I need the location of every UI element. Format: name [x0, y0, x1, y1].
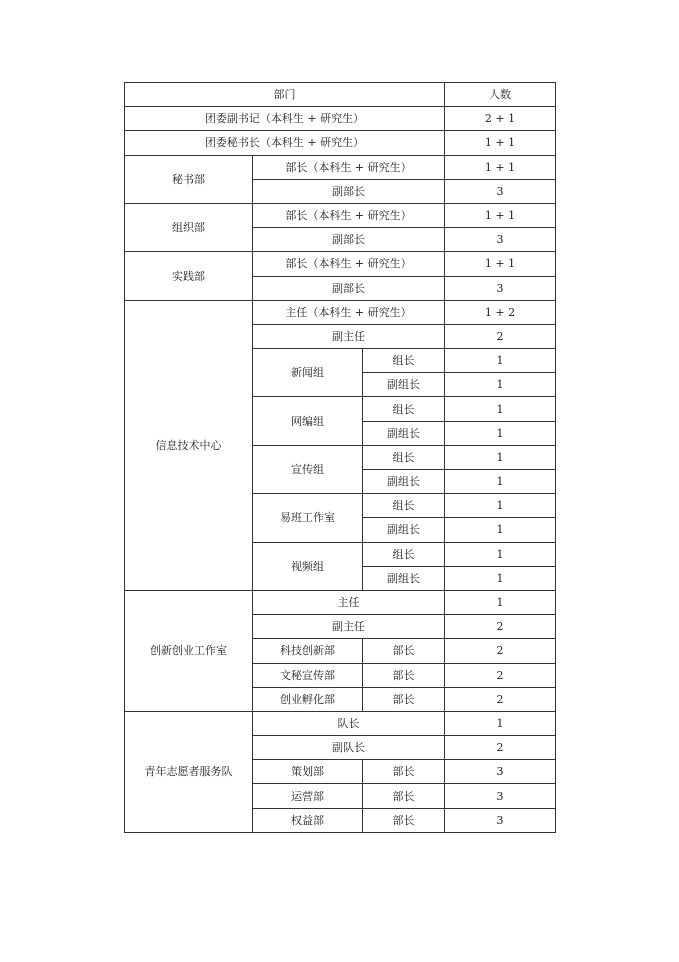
position-count: 3: [445, 808, 556, 832]
position-label: 部长: [363, 663, 445, 687]
header-dept: 部门: [125, 83, 445, 107]
header-row: [125, 83, 556, 107]
position-label: 副组长: [363, 373, 445, 397]
position-count: 2: [445, 736, 556, 760]
position-label: 副组长: [363, 421, 445, 445]
position-label: 部长（本科生 + 研究生）: [253, 155, 445, 179]
position-count: 1: [445, 397, 556, 421]
table-row: [125, 203, 556, 227]
position-count: 1: [445, 373, 556, 397]
sub-dept-name: 文秘宣传部: [253, 663, 363, 687]
position-count: 2: [445, 687, 556, 711]
position-count: 3: [445, 784, 556, 808]
position-count: 1: [445, 445, 556, 469]
position-count: 1: [445, 542, 556, 566]
dept-name: 信息技术中心: [125, 300, 253, 590]
position-count: 1: [445, 566, 556, 590]
position-count: 1 + 1: [445, 203, 556, 227]
position-count: 2: [445, 615, 556, 639]
position-count: 2 + 1: [445, 107, 556, 131]
position-label: 组长: [363, 542, 445, 566]
position-count: 3: [445, 179, 556, 203]
position-count: 1: [445, 349, 556, 373]
group-name: 网编组: [253, 397, 363, 445]
dept-name: 青年志愿者服务队: [125, 711, 253, 832]
position-label: 部长（本科生 + 研究生）: [253, 203, 445, 227]
position-count: 1 + 2: [445, 300, 556, 324]
dept-name: 实践部: [125, 252, 253, 300]
group-name: 视频组: [253, 542, 363, 590]
position-label: 副组长: [363, 470, 445, 494]
table-row: [125, 300, 556, 324]
position-label: 副组长: [363, 518, 445, 542]
position-count: 1: [445, 494, 556, 518]
position-count: 1: [445, 421, 556, 445]
position-label: 副组长: [363, 566, 445, 590]
position-label: 队长: [253, 711, 445, 735]
position-label: 团委副书记（本科生 + 研究生）: [125, 107, 445, 131]
table-row: [125, 107, 556, 131]
sub-dept-name: 策划部: [253, 760, 363, 784]
position-label: 主任（本科生 + 研究生）: [253, 300, 445, 324]
position-count: 1: [445, 470, 556, 494]
table-row: [125, 131, 556, 155]
position-count: 3: [445, 760, 556, 784]
position-label: 部长: [363, 808, 445, 832]
position-label: 团委秘书长（本科生 + 研究生）: [125, 131, 445, 155]
position-label: 副部长: [253, 179, 445, 203]
position-label: 副主任: [253, 324, 445, 348]
position-label: 组长: [363, 397, 445, 421]
position-count: 2: [445, 663, 556, 687]
position-label: 部长: [363, 639, 445, 663]
header-count: 人数: [445, 83, 556, 107]
position-label: 主任: [253, 590, 445, 614]
dept-name: 秘书部: [125, 155, 253, 203]
sub-dept-name: 权益部: [253, 808, 363, 832]
dept-name: 创新创业工作室: [125, 590, 253, 711]
position-count: 3: [445, 228, 556, 252]
position-label: 部长: [363, 687, 445, 711]
sub-dept-name: 创业孵化部: [253, 687, 363, 711]
sub-dept-name: 科技创新部: [253, 639, 363, 663]
table-row: [125, 155, 556, 179]
position-label: 副队长: [253, 736, 445, 760]
position-count: 1: [445, 590, 556, 614]
position-count: 3: [445, 276, 556, 300]
position-label: 组长: [363, 349, 445, 373]
position-count: 1 + 1: [445, 155, 556, 179]
position-count: 1: [445, 711, 556, 735]
group-name: 易班工作室: [253, 494, 363, 542]
position-count: 1 + 1: [445, 252, 556, 276]
position-count: 1: [445, 518, 556, 542]
position-label: 部长: [363, 760, 445, 784]
table-row: [125, 711, 556, 735]
group-name: 新闻组: [253, 349, 363, 397]
position-label: 部长（本科生 + 研究生）: [253, 252, 445, 276]
position-label: 组长: [363, 494, 445, 518]
sub-dept-name: 运营部: [253, 784, 363, 808]
position-count: 1 + 1: [445, 131, 556, 155]
table-row: [125, 590, 556, 614]
position-table: [124, 82, 556, 833]
position-label: 部长: [363, 784, 445, 808]
position-count: 2: [445, 639, 556, 663]
position-label: 组长: [363, 445, 445, 469]
group-name: 宣传组: [253, 445, 363, 493]
position-label: 副部长: [253, 228, 445, 252]
position-count: 2: [445, 324, 556, 348]
dept-name: 组织部: [125, 203, 253, 251]
position-label: 副部长: [253, 276, 445, 300]
table-row: [125, 252, 556, 276]
position-label: 副主任: [253, 615, 445, 639]
